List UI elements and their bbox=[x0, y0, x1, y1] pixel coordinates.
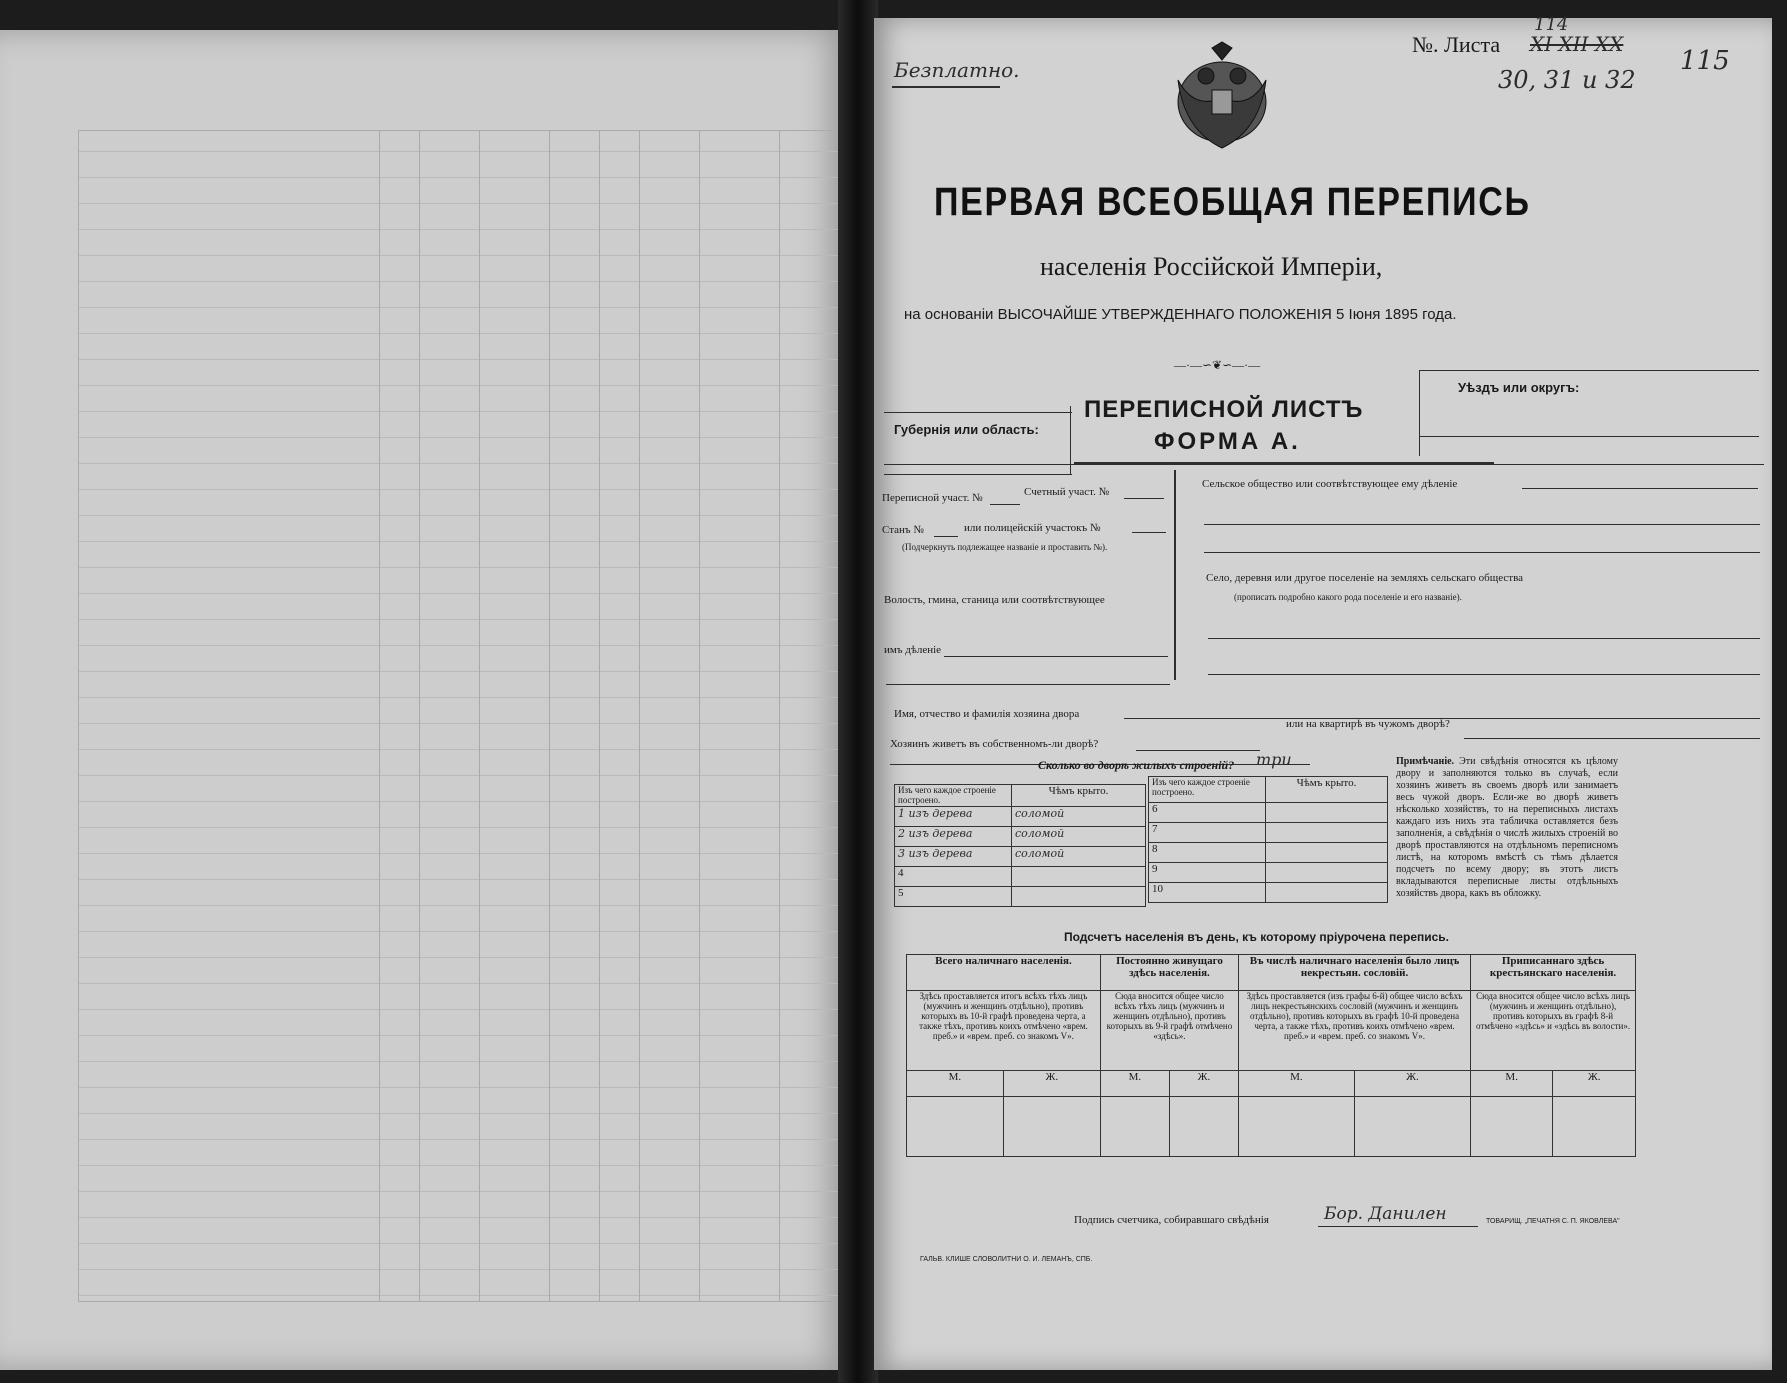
count-section-title: Подсчетъ населенія въ день, къ которому пріурочена перепись. bbox=[1064, 930, 1449, 944]
building-row-1-roof: соломой bbox=[1012, 807, 1146, 827]
owner-name-field: Имя, отчество и фамилія хозяина двора bbox=[894, 708, 1080, 720]
building-row-1-material: 1 изъ дерева bbox=[895, 807, 1012, 827]
count-3-m: М. bbox=[1239, 1071, 1355, 1097]
count-col-2-header: Постоянно живущаго здѣсь населенія. bbox=[1100, 955, 1238, 991]
free-label: Безплатно. bbox=[894, 58, 1020, 82]
form-sheet-subtitle: ФОРМА А. bbox=[1154, 428, 1301, 455]
left-page bbox=[0, 30, 850, 1370]
signature-label: Подпись счетчика, собиравшаго свѣдѣнія bbox=[1074, 1214, 1269, 1226]
buildings-table-left bbox=[894, 784, 1146, 907]
building-row-9: 9 bbox=[1149, 863, 1266, 883]
count-3-f: Ж. bbox=[1354, 1071, 1470, 1097]
building-row-6: 6 bbox=[1149, 803, 1266, 823]
buildings-table-right bbox=[1148, 776, 1388, 903]
count-col-3-text: Здѣсь проставляется (изъ графы 6-й) общее число всѣхъ лицъ некрестьянскихъ сословій (мужчинъ и женщинъ отдѣльно), противъ которыхъ въ графѣ 10-й проведена черта, а также тѣхъ, противъ коихъ отмѣчено «врем. преб.» и «врем. преб. со знакомъ V». bbox=[1239, 991, 1471, 1071]
remark-text: Эти свѣдѣнія относятся къ цѣлому двору и заполняются только въ случаѣ, если хозяинъ живетъ въ своемъ дворѣ или занимаетъ весь чужой дворъ. Если-же во дворѣ живетъ нѣсколько хозяйствъ, то на переписныхъ листахъ каждаго изъ нихъ эта табличка оставляется безъ заполненія, а свѣдѣнія о числѣ жилыхъ строеній во дворѣ проставляются на отдѣльномъ переписномъ листѣ, на которомъ вмѣстѣ съ тѣмъ дѣлается подсчетъ по всему двору; въ этотъ листъ вкладываются переписные листы отдѣльныхъ хозяйствъ двора, какъ въ обложку. bbox=[1396, 756, 1618, 899]
building-row-5: 5 bbox=[895, 887, 1012, 907]
census-form-page bbox=[874, 14, 1772, 1370]
left-page-ruled-grid bbox=[78, 130, 840, 1302]
underline-note: (Подчеркнуть подлежащее названіе и проставить №). bbox=[902, 542, 1108, 552]
count-col-4-text: Сюда вносится общее число всѣхъ лицъ (мужчинъ и женщинъ отдѣльно), противъ которыхъ въ графѣ 8-й отмѣчено «здѣсь» и «здѣсь въ волости». bbox=[1471, 991, 1636, 1071]
count-precinct-field: Счетный участ. № bbox=[1024, 486, 1110, 498]
district-label: Уѣздъ или округъ: bbox=[1458, 380, 1580, 395]
count-4-f: Ж. bbox=[1553, 1071, 1636, 1097]
buildings-answer: три bbox=[1256, 750, 1292, 769]
count-col-1-text: Здѣсь проставляется итогъ всѣхъ тѣхъ лицъ (мужчинъ и женщинъ отдѣльно), противъ которыхъ въ 10-й графѣ проведена черта, а также тѣхъ, противъ коихъ отмѣчено «врем. преб.» и «врем. преб. со знакомъ V». bbox=[907, 991, 1101, 1071]
stan-field: Станъ № bbox=[882, 524, 924, 536]
col-material-header: Изъ чего каждое строеніе построено. bbox=[895, 785, 1012, 807]
struck-sheet-numbers: XI XII XX bbox=[1530, 32, 1624, 56]
form-sheet-title: ПЕРЕПИСНОЙ ЛИСТЪ bbox=[1084, 396, 1364, 423]
building-row-4: 4 bbox=[895, 867, 1012, 887]
volost-field: Волость, гмина, станица или соотвѣтствующее bbox=[884, 594, 1105, 606]
census-basis: на основаніи ВЫСОЧАЙШЕ УТВЕРЖДЕННАГО ПОЛОЖЕНІЯ 5 Іюня 1895 года. bbox=[904, 306, 1457, 323]
census-title: ПЕРВАЯ ВСЕОБЩАЯ ПЕРЕПИСЬ bbox=[934, 180, 1531, 224]
sheet-number-label: №. Листа bbox=[1412, 32, 1501, 57]
printer-right: ТОВАРИЩ. „ПЕЧАТНЯ С. П. ЯКОВЛЕВА" bbox=[1486, 1218, 1620, 1225]
rural-society-field: Сельское общество или соотвѣтствующее ему дѣленіе bbox=[1202, 478, 1458, 490]
building-row-2-material: 2 изъ дерева bbox=[895, 827, 1012, 847]
count-col-4-header: Приписаннаго здѣсь крестьянскаго населенія. bbox=[1471, 955, 1636, 991]
count-col-1-header: Всего наличнаго населенія. bbox=[907, 955, 1101, 991]
precinct-field: Переписной участ. № bbox=[882, 492, 983, 504]
building-row-10: 10 bbox=[1149, 883, 1266, 903]
province-label: Губернія или область: bbox=[894, 422, 1039, 437]
building-row-3-roof: соломой bbox=[1012, 847, 1146, 867]
count-col-3-header: Въ числѣ наличнаго населенія было лицъ некрестьян. сословій. bbox=[1239, 955, 1471, 991]
count-2-m: М. bbox=[1100, 1071, 1169, 1097]
building-row-8: 8 bbox=[1149, 843, 1266, 863]
col-material-header-2: Изъ чего каждое строеніе построено. bbox=[1149, 777, 1266, 803]
building-row-3-material: 3 изъ дерева bbox=[895, 847, 1012, 867]
coat-of-arms-icon bbox=[1164, 40, 1280, 152]
count-1-f: Ж. bbox=[1003, 1071, 1100, 1097]
count-1-m: М. bbox=[907, 1071, 1004, 1097]
col-roof-header-2: Чѣмъ крыто. bbox=[1266, 777, 1388, 803]
village-note: (прописать подробно какого рода поселеніе и его названіе). bbox=[1234, 592, 1462, 602]
police-precinct-field: или полицейскій участокъ № bbox=[964, 522, 1101, 534]
population-count-table bbox=[906, 954, 1636, 1157]
printer-left: ГАЛЬВ. КЛИШЕ СЛОВОЛИТНИ О. И. ЛЕМАНЪ, СПБ. bbox=[920, 1256, 1093, 1263]
folio-number-top: 114 bbox=[1534, 14, 1569, 35]
folio-number-right: 115 bbox=[1680, 46, 1730, 76]
col-roof-header: Чѣмъ крыто. bbox=[1012, 785, 1146, 807]
handwritten-sheet-numbers: 30, 31 и 32 bbox=[1498, 66, 1636, 94]
building-row-7: 7 bbox=[1149, 823, 1266, 843]
book-spine bbox=[838, 0, 878, 1383]
signature-value: Бор. Данилен bbox=[1324, 1204, 1447, 1224]
census-subtitle: населенія Россійской Имперіи, bbox=[1040, 252, 1383, 281]
volost-field-continued: имъ дѣленіе bbox=[884, 644, 942, 656]
village-field: Село, деревня или другое поселеніе на земляхъ сельскаго общества bbox=[1206, 572, 1524, 584]
owner-lives-field: Хозяинъ живетъ въ собственномъ-ли дворѣ? bbox=[890, 738, 1099, 750]
remark bbox=[1396, 756, 1618, 900]
building-row-2-roof: соломой bbox=[1012, 827, 1146, 847]
count-2-f: Ж. bbox=[1169, 1071, 1238, 1097]
count-col-2-text: Сюда вносится общее число всѣхъ тѣхъ лицъ (мужчинъ и женщинъ отдѣльно), противъ которыхъ въ 9-й графѣ отмѣчено «здѣсь». bbox=[1100, 991, 1238, 1071]
ornament-divider: —·—∽❦∽—·— bbox=[1174, 358, 1261, 372]
remark-title: Примѣчаніе. bbox=[1396, 756, 1455, 767]
count-4-m: М. bbox=[1471, 1071, 1553, 1097]
buildings-question: Сколько во дворѣ жилыхъ строеній? bbox=[1038, 758, 1235, 772]
rent-field: или на квартирѣ въ чужомъ дворѣ? bbox=[1286, 718, 1450, 730]
